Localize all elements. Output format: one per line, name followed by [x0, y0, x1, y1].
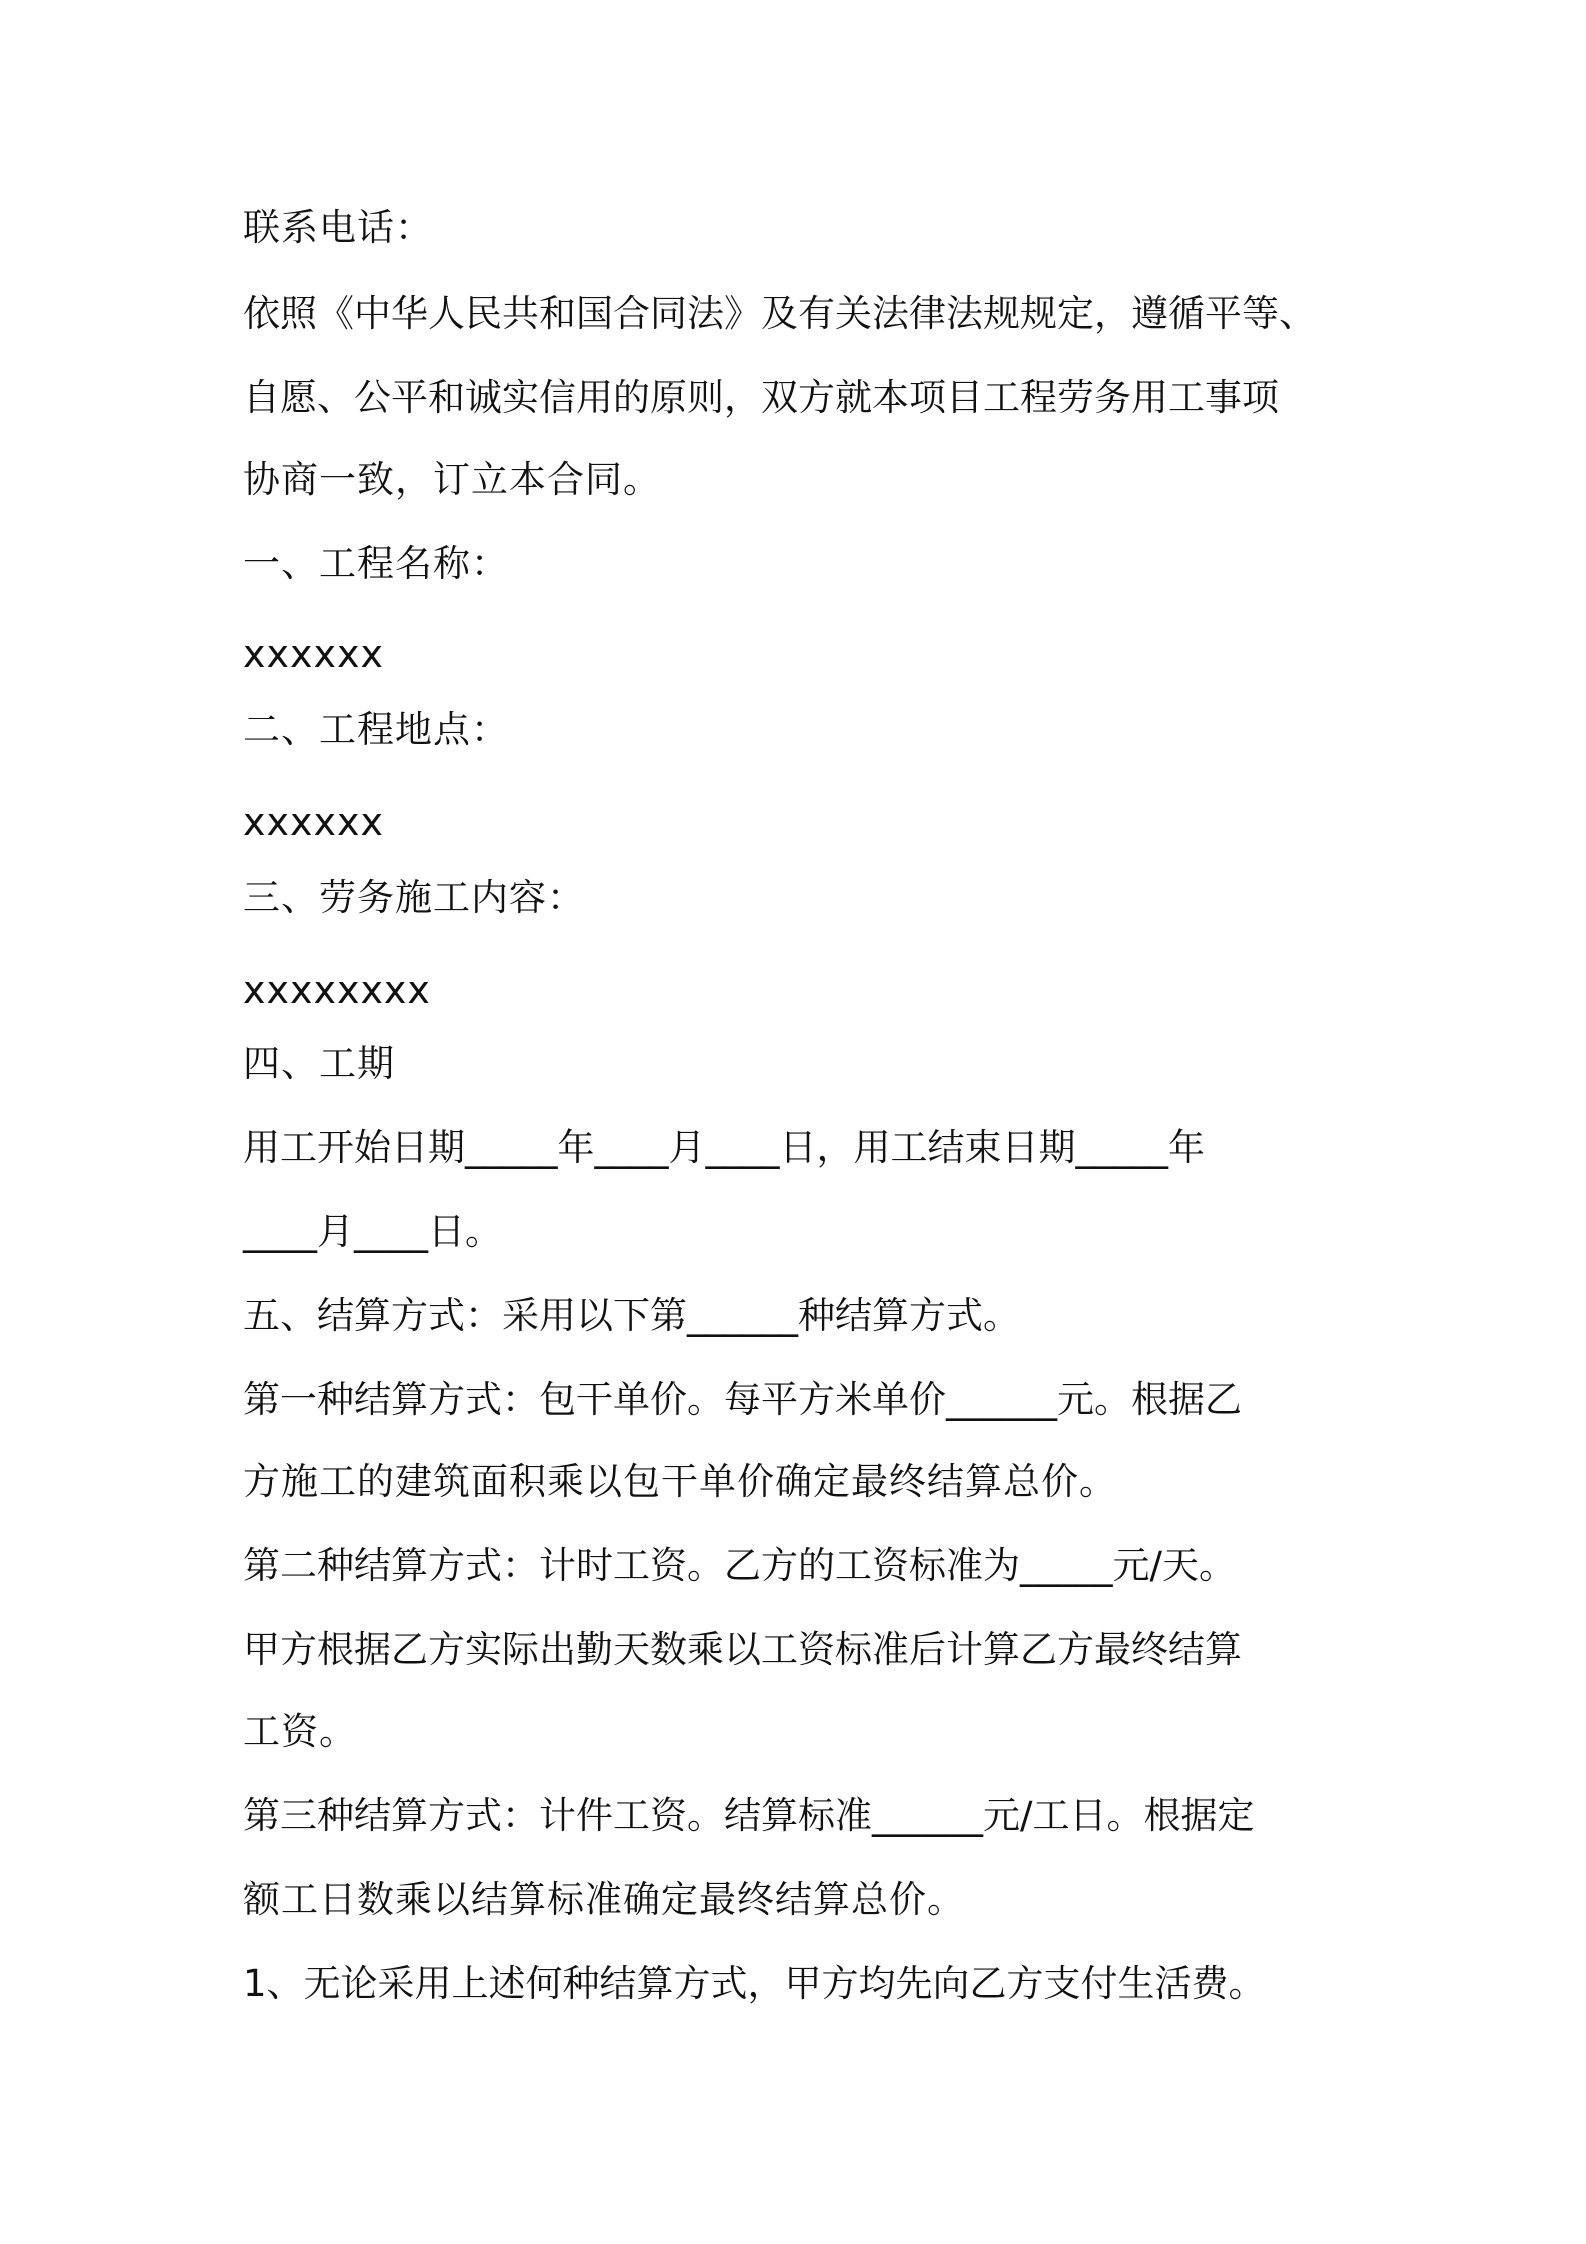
work-period-line-2: ____月____日。: [243, 1210, 502, 1253]
project-name-value: xxxxxx: [243, 632, 384, 676]
section-2-heading: 二、工程地点：: [243, 708, 509, 751]
settlement-method-3-line-1: 第三种结算方式：计件工资。结算标准______元/工日。根据定: [243, 1794, 1255, 1837]
settlement-method-2-line-1: 第二种结算方式：计时工资。乙方的工资标准为_____元/天。: [243, 1544, 1236, 1587]
settlement-method-2-line-2: 甲方根据乙方实际出勤天数乘以工资标准后计算乙方最终结算: [243, 1628, 1242, 1671]
preamble-line-1: 依照《中华人民共和国合同法》及有关法律法规规定，遵循平等、: [243, 292, 1316, 335]
section-3-heading: 三、劳务施工内容：: [243, 876, 585, 919]
settlement-method-2-line-3: 工资。: [243, 1710, 357, 1753]
preamble-line-2: 自愿、公平和诚实信用的原则，双方就本项目工程劳务用工事项: [243, 376, 1279, 419]
settlement-method-1-line-1: 第一种结算方式：包干单价。每平方米单价______元。根据乙: [243, 1378, 1242, 1421]
section-4-heading: 四、工期: [243, 1042, 395, 1085]
section-5-heading: 五、结算方式：采用以下第______种结算方式。: [243, 1294, 1020, 1337]
work-period-line-1: 用工开始日期_____年____月____日，用工结束日期_____年: [243, 1126, 1205, 1169]
project-location-value: xxxxxx: [243, 800, 384, 844]
settlement-method-3-line-2: 额工日数乘以结算标准确定最终结算总价。: [243, 1878, 965, 1921]
settlement-method-1-line-2: 方施工的建筑面积乘以包干单价确定最终结算总价。: [243, 1460, 1117, 1503]
labor-content-value: xxxxxxxx: [243, 968, 431, 1012]
section-1-heading: 一、工程名称：: [243, 542, 509, 585]
clause-1-text: 1、无论采用上述何种结算方式，甲方均先向乙方支付生活费。: [243, 1962, 1266, 2005]
contact-phone-label: 联系电话：: [243, 206, 433, 249]
preamble-line-3: 协商一致，订立本合同。: [243, 458, 661, 501]
